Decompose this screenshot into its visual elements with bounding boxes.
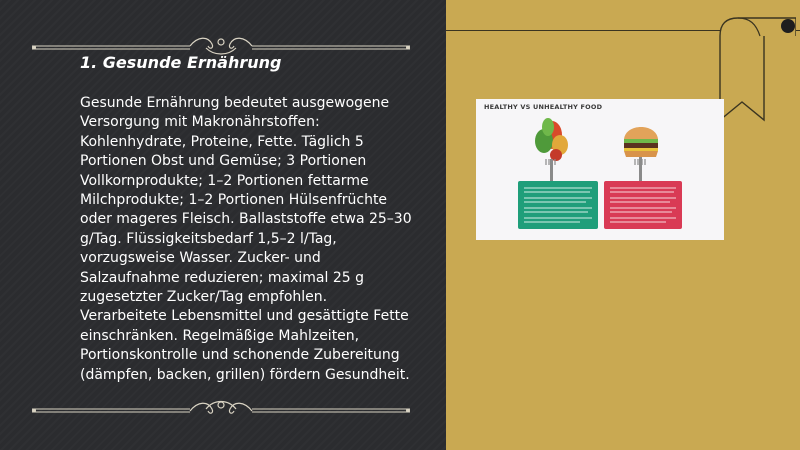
healthy-vs-unhealthy-food-image <box>476 99 724 240</box>
healthy-info-box <box>518 181 598 229</box>
bookmark-ribbon-icon <box>716 16 796 128</box>
vegetables-icon <box>535 118 568 181</box>
unhealthy-info-box <box>604 181 682 229</box>
top-ornament <box>30 28 412 56</box>
infographic-illustration <box>476 99 724 240</box>
bottom-ornament <box>30 389 412 417</box>
slide-title: 1. Gesunde Ernährung <box>80 53 282 72</box>
image-title: HEALTHY VS UNHEALTHY FOOD <box>484 103 603 111</box>
burger-icon <box>624 127 658 181</box>
slide-body-text: Gesunde Ernährung bedeutet ausgewogene Versorgung mit Makronährstoffen: Kohlenhydrate, Proteine, Fette. Täglich 5 Portionen Obst und Gemüse; 3 Portionen Vollkornprodukte; 1–2 Portionen fettarme Milchprodukte; 1–2 Portionen Hülsenfrüchte oder mageres Fleisch. Ballaststoffe etwa 25–30 g/Tag. Flüssigkeitsbedarf 1,5–2 l/Tag, vorzugsweise Wasser. Zucker- und Salzaufnahme reduzieren; maximal 25 g zugesetzter Zucker/Tag empfohlen. Verarbeitete Lebensmittel und gesättigte Fette einschränken. Regelmäßige Mahlzeiten, Portionskontrolle und schonende Zubereitung (dämpfen, backen, grillen) fördern Gesundheit. <box>80 95 412 383</box>
